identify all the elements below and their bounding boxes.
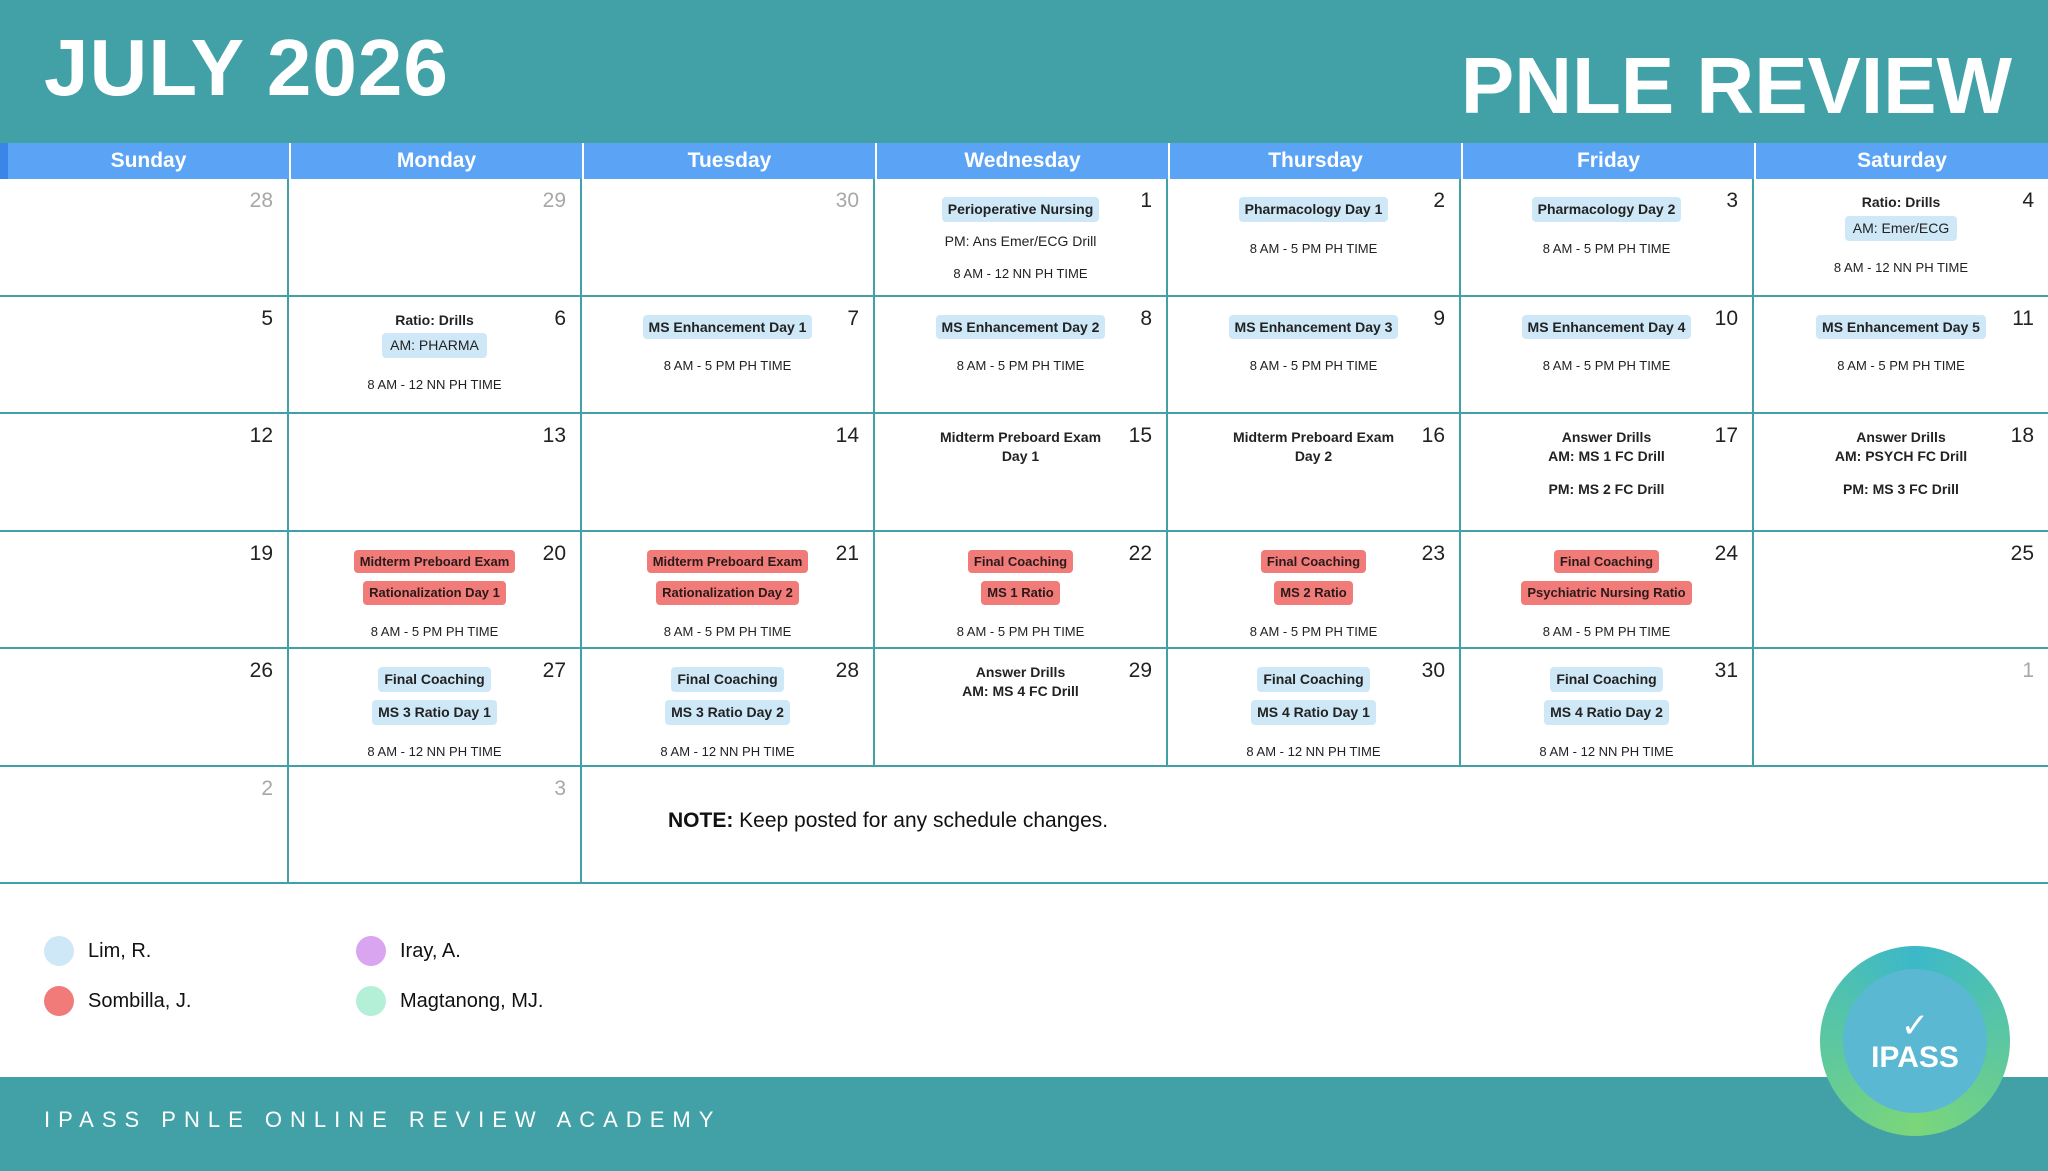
event-content	[1168, 663, 1459, 760]
day-cell	[1754, 414, 2048, 532]
event-time: 8 AM - 5 PM PH TIME	[1542, 623, 1671, 639]
day-cell	[582, 649, 875, 767]
day-number: 28	[835, 659, 859, 682]
event-time: 8 AM - 5 PM PH TIME	[663, 358, 792, 374]
event-label: AM: MS 4 FC Drill	[962, 682, 1079, 699]
legend-item	[356, 936, 461, 966]
day-number: 25	[2010, 541, 2034, 565]
event-label: PM: MS 2 FC Drill	[1548, 480, 1665, 497]
event-label: MS Enhancement Day 3	[1229, 315, 1399, 340]
day-number: 8	[1140, 306, 1152, 330]
event-content	[1461, 311, 1752, 375]
event-time: 8 AM - 5 PM PH TIME	[1542, 240, 1671, 256]
event-label: Rationalization Day 1	[363, 581, 506, 605]
program-title: PNLE REVIEW	[1460, 41, 2012, 130]
event-label: Final Coaching	[1257, 667, 1369, 692]
day-cell	[289, 767, 582, 885]
day-cell	[1754, 649, 2048, 767]
day-number: 16	[1421, 424, 1445, 447]
day-number: 30	[1421, 659, 1445, 682]
day-number: 30	[835, 189, 859, 212]
event-label: Midterm Preboard Exam	[1232, 429, 1395, 445]
day-number: 3	[1726, 189, 1738, 212]
day-number: 29	[542, 189, 566, 212]
event-content	[875, 428, 1166, 466]
event-time: 8 AM - 12 NN PH TIME	[367, 743, 502, 759]
day-number: 14	[835, 424, 859, 447]
event-label: MS 4 Ratio Day 2	[1544, 700, 1669, 725]
day-number: 21	[835, 541, 859, 565]
note-text: Keep posted for any schedule changes.	[733, 808, 1109, 832]
event-time: 8 AM - 12 NN PH TIME	[660, 743, 795, 759]
event-time: 8 AM - 12 NN PH TIME	[953, 265, 1088, 281]
day-cell	[0, 297, 289, 415]
legend-item	[44, 986, 191, 1016]
legend-label: Lim, R.	[88, 939, 152, 962]
event-label: Rationalization Day 2	[656, 581, 799, 605]
event-label: AM: PHARMA	[382, 333, 487, 358]
event-label: Final Coaching	[1261, 550, 1366, 574]
event-content	[1168, 546, 1459, 641]
day-number: 3	[554, 776, 566, 800]
day-number: 9	[1433, 306, 1445, 330]
event-label: Pharmacology Day 2	[1532, 197, 1682, 222]
day-number: 1	[2022, 659, 2034, 682]
day-number: 10	[1714, 306, 1738, 330]
day-number: 2	[261, 776, 273, 800]
day-cell	[1168, 532, 1461, 650]
day-cell	[1461, 179, 1754, 297]
event-content	[1754, 193, 2048, 276]
event-content	[289, 311, 580, 394]
event-label: Perioperative Nursing	[942, 197, 1100, 222]
event-label: Day 2	[1294, 447, 1333, 464]
event-label: MS 4 Ratio Day 1	[1251, 700, 1376, 725]
event-time: 8 AM - 5 PM PH TIME	[1249, 358, 1378, 374]
event-content	[1168, 311, 1459, 375]
event-label: Midterm Preboard Exam	[354, 550, 516, 574]
event-time: 8 AM - 12 NN PH TIME	[1246, 743, 1381, 759]
event-content	[875, 311, 1166, 375]
day-cell	[289, 532, 582, 650]
event-content	[1168, 428, 1459, 466]
logo-text: IPASS	[1871, 1041, 1959, 1074]
event-label: Ratio: Drills	[395, 311, 474, 328]
legend-label: Sombilla, J.	[88, 989, 192, 1012]
weekday-friday: Friday	[1461, 143, 1754, 179]
day-cell	[1754, 297, 2048, 415]
event-label: Psychiatric Nursing Ratio	[1521, 581, 1691, 605]
calendar-grid	[0, 179, 2048, 884]
day-number: 23	[1421, 541, 1445, 565]
day-cell	[0, 414, 289, 532]
event-label: Final Coaching	[1550, 667, 1662, 692]
day-number: 4	[2022, 189, 2034, 212]
day-number: 12	[249, 424, 273, 447]
event-label: PM: MS 3 FC Drill	[1843, 480, 1959, 497]
day-number: 29	[1128, 659, 1152, 682]
event-time: 8 AM - 5 PM PH TIME	[1837, 358, 1965, 374]
day-cell	[1461, 297, 1754, 415]
weekday-tuesday: Tuesday	[582, 143, 875, 179]
day-cell	[1168, 414, 1461, 532]
event-time: 8 AM - 12 NN PH TIME	[1833, 259, 1969, 275]
event-content	[289, 663, 580, 760]
weekday-wednesday: Wednesday	[875, 143, 1168, 179]
event-time: 8 AM - 12 NN PH TIME	[367, 377, 502, 393]
day-cell	[875, 649, 1168, 767]
legend-label: Magtanong, MJ.	[400, 989, 544, 1012]
event-time: 8 AM - 5 PM PH TIME	[663, 623, 792, 639]
event-label: Day 1	[1001, 447, 1040, 464]
day-cell	[0, 532, 289, 650]
event-label: MS Enhancement Day 1	[643, 315, 813, 340]
event-label: PM: Ans Emer/ECG Drill	[944, 232, 1097, 249]
event-label: Midterm Preboard Exam	[647, 550, 809, 574]
legend-color-dot	[44, 986, 74, 1016]
day-cell	[289, 414, 582, 532]
day-cell	[1461, 414, 1754, 532]
day-cell	[582, 179, 875, 297]
event-time: 8 AM - 5 PM PH TIME	[956, 623, 1085, 639]
day-number: 28	[249, 189, 273, 212]
day-number: 27	[542, 659, 566, 682]
event-label: Pharmacology Day 1	[1239, 197, 1389, 222]
event-content	[582, 311, 873, 375]
event-label: MS 2 Ratio	[1274, 581, 1352, 605]
event-content	[875, 193, 1166, 282]
day-cell	[0, 649, 289, 767]
day-number: 19	[249, 541, 273, 565]
day-cell	[1168, 649, 1461, 767]
day-cell	[582, 414, 875, 532]
day-number: 18	[2010, 424, 2034, 447]
event-time: 8 AM - 5 PM PH TIME	[370, 623, 499, 639]
event-time: 8 AM - 12 NN PH TIME	[1539, 743, 1674, 759]
legend-item	[44, 936, 151, 966]
day-cell	[875, 297, 1168, 415]
event-label: MS Enhancement Day 5	[1816, 315, 1986, 340]
event-label: MS 3 Ratio Day 2	[665, 700, 790, 725]
day-cell	[875, 179, 1168, 297]
day-cell	[1461, 649, 1754, 767]
day-cell	[289, 649, 582, 767]
weekday-header	[0, 143, 2048, 179]
weekday-saturday: Saturday	[1754, 143, 2048, 179]
day-number: 31	[1714, 659, 1738, 682]
event-label: MS 1 Ratio	[981, 581, 1059, 605]
event-label: Final Coaching	[378, 667, 490, 692]
event-label: Midterm Preboard Exam	[939, 429, 1102, 445]
event-time: 8 AM - 5 PM PH TIME	[1542, 358, 1671, 374]
day-cell	[875, 532, 1168, 650]
event-content	[1461, 193, 1752, 257]
day-cell	[289, 179, 582, 297]
day-cell	[875, 414, 1168, 532]
day-cell	[1168, 179, 1461, 297]
day-number: 26	[249, 659, 273, 682]
day-cell	[1754, 532, 2048, 650]
event-label: Final Coaching	[671, 667, 783, 692]
note-label: NOTE:	[668, 808, 734, 832]
event-label: Ratio: Drills	[1861, 194, 1941, 210]
event-content	[1461, 546, 1752, 641]
weekday-sunday: Sunday	[0, 143, 289, 179]
logo-badge	[1843, 969, 1987, 1113]
event-content	[1754, 428, 2048, 499]
event-content	[582, 546, 873, 641]
month-title: JULY 2026	[44, 23, 449, 112]
event-label: AM: PSYCH FC Drill	[1834, 447, 1968, 464]
day-cell	[582, 297, 875, 415]
day-number: 5	[261, 306, 273, 330]
footer-text: IPASS PNLE ONLINE REVIEW ACADEMY	[44, 1107, 722, 1132]
legend-label: Iray, A.	[400, 939, 461, 962]
event-time: 8 AM - 5 PM PH TIME	[956, 358, 1085, 374]
event-content	[289, 546, 580, 641]
event-label: MS Enhancement Day 2	[936, 315, 1106, 340]
day-number: 20	[542, 541, 566, 565]
day-number: 13	[542, 424, 566, 447]
day-number: 15	[1128, 424, 1152, 447]
event-label: Final Coaching	[1554, 550, 1659, 574]
day-cell	[1754, 179, 2048, 297]
day-number: 22	[1128, 541, 1152, 565]
day-number: 1	[1140, 189, 1152, 212]
event-label: Answer Drills	[1856, 429, 1946, 445]
day-cell	[0, 767, 289, 885]
event-label: Final Coaching	[968, 550, 1073, 574]
day-number: 7	[847, 306, 859, 330]
header-bar	[0, 0, 2048, 143]
event-content	[875, 546, 1166, 641]
event-time: 8 AM - 5 PM PH TIME	[1249, 240, 1378, 256]
checkmark-icon: ✓	[1900, 1007, 1930, 1045]
day-cell	[582, 532, 875, 650]
event-content	[875, 663, 1166, 701]
weekday-monday: Monday	[289, 143, 582, 179]
event-content	[1754, 311, 2048, 375]
day-cell	[1461, 532, 1754, 650]
day-number: 24	[1714, 541, 1738, 565]
event-content	[1461, 663, 1752, 760]
event-label: MS 3 Ratio Day 1	[372, 700, 497, 725]
day-number: 6	[554, 306, 566, 330]
day-number: 11	[2012, 306, 2034, 330]
weekday-thursday: Thursday	[1168, 143, 1461, 179]
event-label: Answer Drills	[975, 664, 1066, 680]
day-cell	[289, 297, 582, 415]
event-content	[582, 663, 873, 760]
legend-item	[356, 986, 543, 1016]
note-cell	[582, 767, 2048, 885]
day-cell	[1168, 297, 1461, 415]
day-number: 2	[1433, 189, 1445, 212]
event-content	[1168, 193, 1459, 257]
legend-color-dot	[44, 936, 74, 966]
schedule-note	[668, 809, 1108, 833]
legend-color-dot	[356, 936, 386, 966]
day-cell	[0, 179, 289, 297]
legend-color-dot	[356, 986, 386, 1016]
footer-bar	[0, 1077, 2048, 1171]
event-time: 8 AM - 5 PM PH TIME	[1249, 623, 1378, 639]
event-label: Answer Drills	[1561, 429, 1652, 445]
event-label: AM: MS 1 FC Drill	[1548, 447, 1665, 464]
academy-logo	[1820, 946, 2010, 1136]
day-number: 17	[1714, 424, 1738, 447]
event-label: AM: Emer/ECG	[1845, 216, 1957, 241]
event-content	[1461, 428, 1752, 499]
event-label: MS Enhancement Day 4	[1522, 315, 1692, 340]
